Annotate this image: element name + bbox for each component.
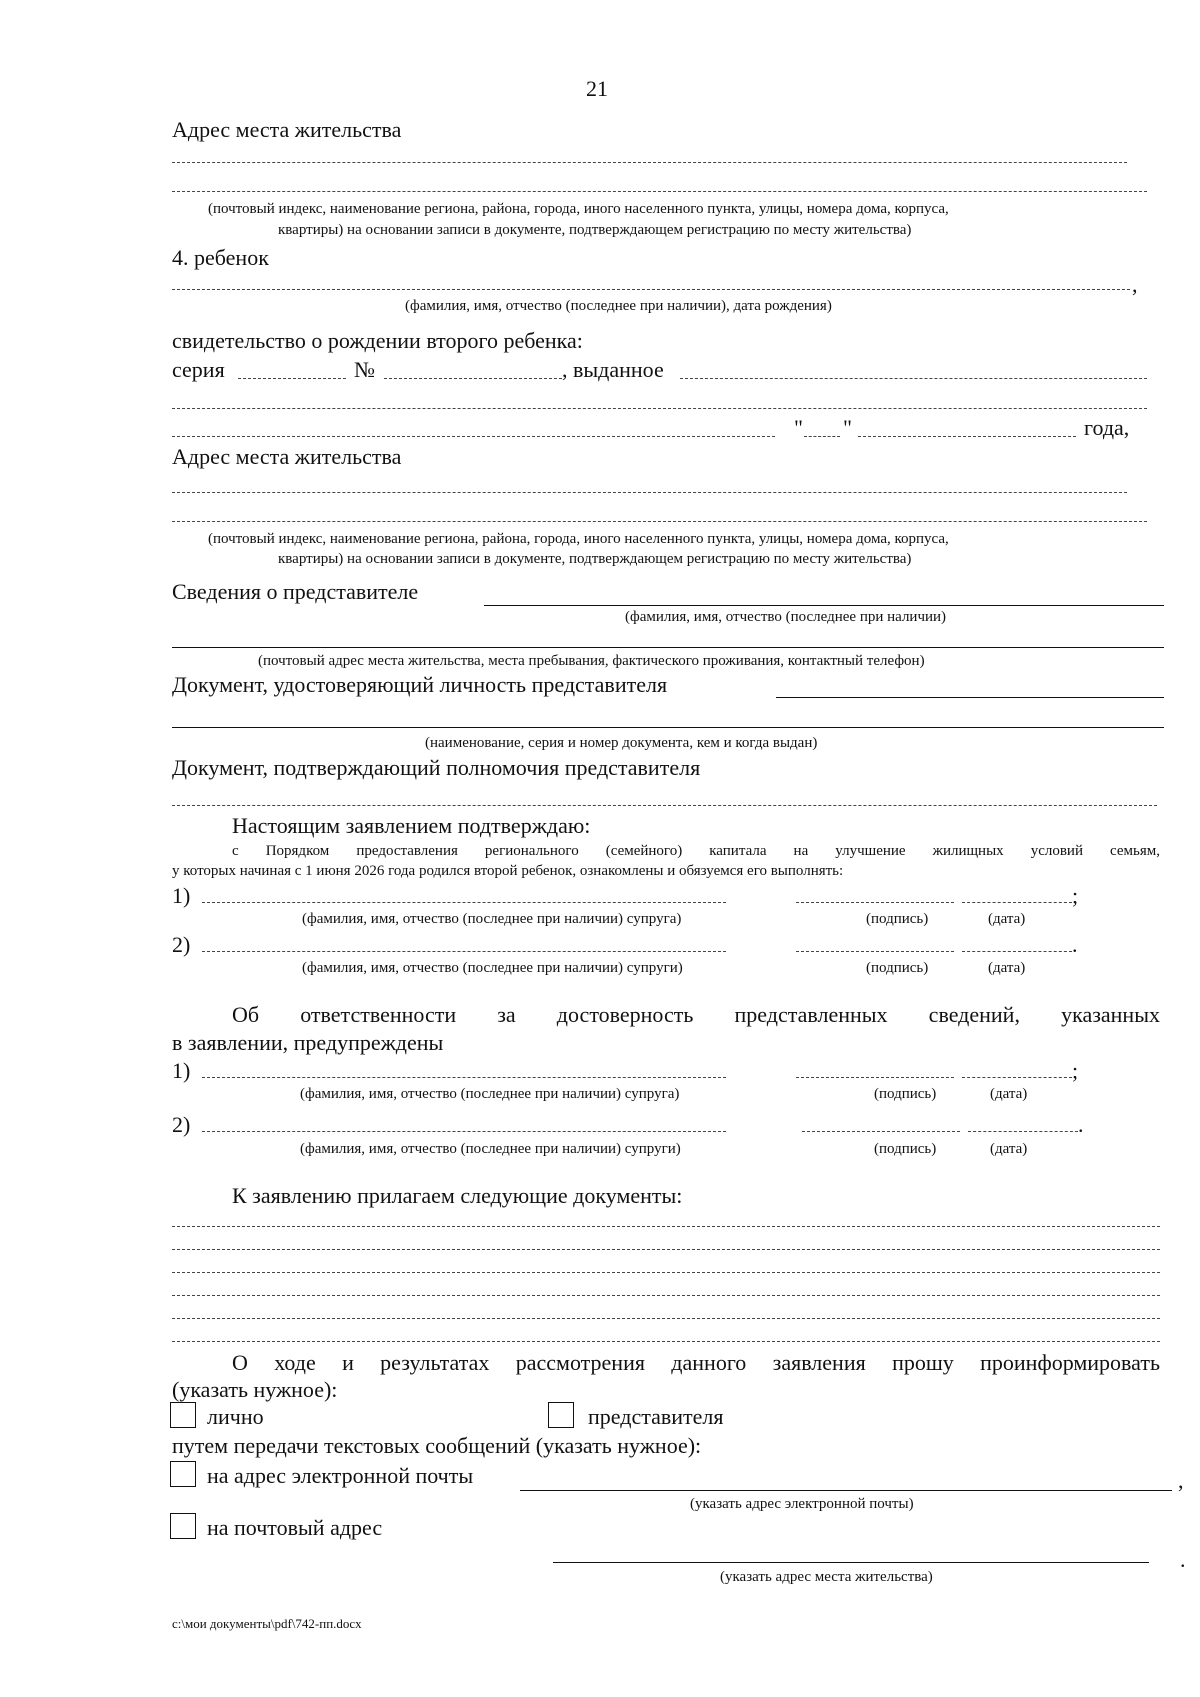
signature-hint: (подпись) — [866, 960, 929, 976]
date-hint: (дата) — [990, 1141, 1028, 1157]
address-line[interactable] — [172, 162, 1127, 163]
email-option-label: на адрес электронной почты — [207, 1463, 474, 1488]
row-end: . — [1072, 932, 1078, 957]
signature-field[interactable] — [796, 902, 954, 903]
date-hint: (дата) — [988, 960, 1026, 976]
spouse-husband-name-field[interactable] — [202, 1077, 726, 1078]
attachment-line[interactable] — [172, 1272, 1160, 1273]
postal-address-field[interactable] — [553, 1562, 1149, 1563]
authority-doc-label: Документ, подтверждающий полномочия представителя — [172, 755, 701, 780]
spouse-husband-name-field[interactable] — [202, 902, 726, 903]
representative-label: Сведения о представителе — [172, 579, 419, 604]
series-field[interactable] — [238, 378, 346, 379]
row-end: ; — [1072, 883, 1079, 908]
child-heading: 4. ребенок — [172, 245, 269, 270]
representative-name-field[interactable] — [484, 605, 1164, 606]
number-label: № — [354, 357, 375, 382]
id-doc-hint: (наименование, серия и номер документа, кем и когда выдан) — [425, 735, 818, 751]
date-field[interactable] — [962, 951, 1072, 952]
personal-label: лично — [207, 1404, 264, 1429]
email-checkbox[interactable] — [170, 1461, 196, 1487]
address-hint: (почтовый индекс, наименование региона, района, города, иного населенного пункта, улицы, номера дома, корпуса, — [208, 531, 949, 547]
date-hint: (дата) — [990, 1086, 1028, 1102]
child-comma: , — [1132, 272, 1138, 297]
id-doc-label: Документ, удостоверяющий личность представителя — [172, 672, 668, 697]
notify-text: О ходе и результатах рассмотрения данного заявления прошу проинформировать — [232, 1350, 1160, 1375]
quote-close: " — [843, 415, 852, 440]
responsibility-row2-num: 2) — [172, 1112, 191, 1137]
personal-checkbox[interactable] — [170, 1402, 196, 1428]
signature-field[interactable] — [802, 1131, 960, 1132]
number-field[interactable] — [384, 378, 562, 379]
signature-hint: (подпись) — [874, 1086, 937, 1102]
address-line[interactable] — [172, 191, 1147, 192]
issued-by-line[interactable] — [172, 408, 1147, 409]
spouse-wife-hint: (фамилия, имя, отчество (последнее при наличии) супруги) — [302, 960, 683, 976]
post-checkbox[interactable] — [170, 1513, 196, 1539]
quote-open: " — [794, 415, 803, 440]
series-label: серия — [172, 357, 225, 382]
attachments-heading: К заявлению прилагаем следующие документы: — [232, 1183, 683, 1208]
confirm-heading: Настоящим заявлением подтверждаю: — [232, 813, 591, 838]
attachment-line[interactable] — [172, 1249, 1160, 1250]
attachment-line[interactable] — [172, 1295, 1160, 1296]
confirm-row1-num: 1) — [172, 883, 191, 908]
representative-address-hint: (почтовый адрес места жительства, места пребывания, фактического проживания, контактный телефон) — [258, 653, 925, 669]
address-line[interactable] — [172, 521, 1147, 522]
date-field[interactable] — [962, 1077, 1072, 1078]
representative-address-field[interactable] — [172, 647, 1164, 648]
post-option-label: на почтовый адрес — [207, 1515, 383, 1540]
representative-checkbox[interactable] — [548, 1402, 574, 1428]
email-comma: , — [1178, 1468, 1184, 1493]
notify-text: (указать нужное): — [172, 1377, 338, 1402]
date-hint: (дата) — [988, 911, 1026, 927]
row-end: . — [1078, 1112, 1084, 1137]
signature-field[interactable] — [796, 951, 954, 952]
method-label: путем передачи текстовых сообщений (указать нужное): — [172, 1433, 702, 1458]
spouse-husband-hint: (фамилия, имя, отчество (последнее при наличии) супруга) — [300, 1086, 680, 1102]
responsibility-text: Об ответственности за достоверность представленных сведений, указанных — [232, 1002, 1160, 1027]
address-line[interactable] — [172, 492, 1127, 493]
spouse-wife-name-field[interactable] — [202, 951, 726, 952]
attachment-line[interactable] — [172, 1318, 1160, 1319]
authority-doc-field[interactable] — [172, 805, 1157, 806]
row-end: ; — [1072, 1058, 1079, 1083]
attachment-line[interactable] — [172, 1226, 1160, 1227]
page-number: 21 — [586, 76, 608, 101]
responsibility-text: в заявлении, предупреждены — [172, 1030, 444, 1055]
spouse-wife-hint: (фамилия, имя, отчество (последнее при наличии) супруги) — [300, 1141, 681, 1157]
confirm-text: у которых начиная с 1 июня 2026 года родился второй ребенок, ознакомлены и обязуемся его выполнять: — [172, 863, 844, 879]
footer-file-path: c:\мои документы\pdf\742-пп.docx — [172, 1616, 362, 1631]
issued-by-line[interactable] — [172, 436, 775, 437]
postal-address-hint: (указать адрес места жительства) — [720, 1569, 933, 1585]
signature-field[interactable] — [796, 1077, 954, 1078]
signature-hint: (подпись) — [866, 911, 929, 927]
issued-by-field[interactable] — [680, 378, 1147, 379]
date-field[interactable] — [968, 1131, 1078, 1132]
spouse-wife-name-field[interactable] — [202, 1131, 726, 1132]
address-label: Адрес места жительства — [172, 117, 402, 142]
representative-name-hint: (фамилия, имя, отчество (последнее при наличии) — [625, 609, 947, 625]
representative-option-label: представителя — [588, 1404, 724, 1429]
child-name-line[interactable] — [172, 289, 1130, 290]
confirm-row2-num: 2) — [172, 932, 191, 957]
id-doc-field[interactable] — [776, 697, 1164, 698]
email-hint: (указать адрес электронной почты) — [690, 1496, 914, 1512]
post-dot: . — [1180, 1547, 1186, 1572]
responsibility-row1-num: 1) — [172, 1058, 191, 1083]
year-label: года, — [1084, 415, 1130, 440]
date-field[interactable] — [962, 902, 1072, 903]
confirm-text: с Порядком предоставления регионального (семейного) капитала на улучшение жилищных условий семьям, — [232, 843, 1160, 859]
signature-hint: (подпись) — [874, 1141, 937, 1157]
address-hint: квартиры) на основании записи в документе, подтверждающем регистрацию по месту жительства) — [278, 551, 912, 567]
email-field[interactable] — [520, 1490, 1172, 1491]
address-label: Адрес места жительства — [172, 444, 402, 469]
issue-month-field[interactable] — [858, 436, 1076, 437]
attachment-line[interactable] — [172, 1341, 1160, 1342]
address-hint: (почтовый индекс, наименование региона, района, города, иного населенного пункта, улицы, номера дома, корпуса, — [208, 201, 949, 217]
issue-day-field[interactable] — [804, 436, 840, 437]
address-hint: квартиры) на основании записи в документе, подтверждающем регистрацию по месту жительства) — [278, 222, 912, 238]
id-doc-field[interactable] — [172, 727, 1164, 728]
certificate-label: свидетельство о рождении второго ребенка: — [172, 328, 583, 353]
issued-label: , выданное — [562, 357, 664, 382]
child-name-hint: (фамилия, имя, отчество (последнее при наличии), дата рождения) — [405, 298, 832, 314]
spouse-husband-hint: (фамилия, имя, отчество (последнее при наличии) супруга) — [302, 911, 682, 927]
